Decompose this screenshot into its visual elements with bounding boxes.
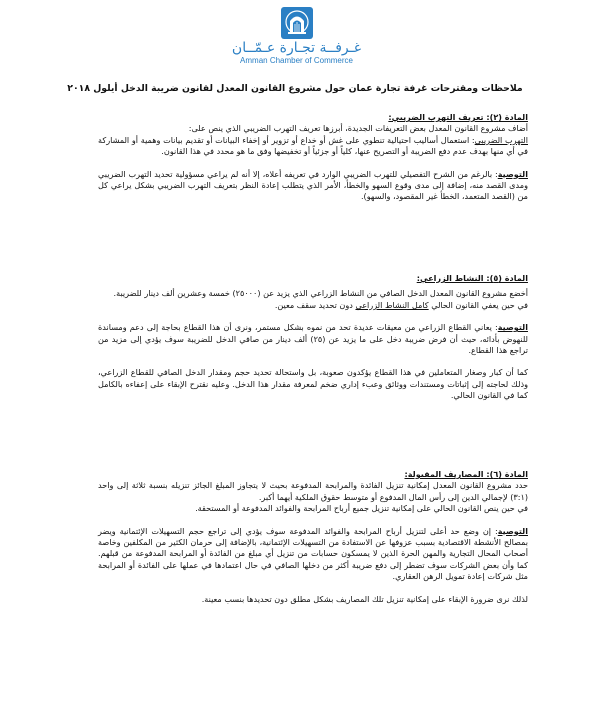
header-logo: [0, 6, 593, 65]
logo-english-text: Amman Chamber of Commerce: [240, 56, 353, 65]
document-title: ملاحظات ومقترحات غرفة تجارة عمان حول مشروع القانون المعدل لقانون ضريبة الدخل أيلول ٢٠١٨: [67, 83, 523, 94]
paragraph-text: : استعمال أساليب احتيالية تنطوي على غش أو خداع أو تزوير أو إخفاء البيانات أو تقديم بيانات وهمية أو المشاركة في أي منها بهدف عدم دفع الضريبة أو التصريح عنها، كلياً أو جزئياً أو تخفيضها وفق ما هو محدد في هذا القانون.: [98, 134, 528, 157]
section-heading: المادة (٢): تعريف التهرب الضريبي:: [388, 112, 528, 122]
section-heading: المادة (٦): المصاريف المقبولة:: [404, 469, 528, 479]
recommendation: [98, 169, 528, 203]
section-article-6: [98, 469, 528, 605]
recommendation-label: التوصية: [497, 168, 528, 179]
paragraph-text: في حين ينص القانون الحالي على إمكانية تنزيل جميع أرباح المرابحة والفوائد المدفوعة أو المستحقة.: [195, 503, 528, 514]
paragraph-text: لذلك نرى ضرورة الإبقاء على إمكانية تنزيل تلك المصاريف بشكل مطلق دون تحديدها بنسب معينة.: [201, 593, 528, 604]
recommendation-label: التوصية: [497, 322, 528, 333]
recommendation: [98, 526, 528, 583]
paragraph-text: أضاف مشروع القانون المعدل بعض التعريفات الجديدة، أبرزها تعريف التهرب الضريبي الذي ينص على:: [188, 123, 528, 134]
section-article-5: [98, 273, 528, 402]
paragraph: [98, 123, 528, 157]
chamber-gate-icon: [280, 6, 314, 40]
paragraph-text: دون تحديد سقف معين.: [274, 299, 356, 310]
recommendation-text: : يعاني القطاع الزراعي من معيقات عديدة تحد من نموه بشكل مستمر، ونرى أن هذا القطاع بحاجة إلى دعم ومساندة للنهوض بأدائه، حيث أن فرض ضريبة دخل على ما يزيد عن (٢٥) ألف دينار من صافي الدخل للضريبة سوف يؤدي إلى مزيد من تراجع هذا القطاع.: [98, 322, 528, 356]
recommendation: [98, 322, 528, 356]
paragraph-text: حدد مشروع القانون المعدل إمكانية تنزيل الفائدة والمرابحة المدفوعة بحيث لا يتجاوز المبلغ الجائز تنزيله بنسبة ثلاثة إلى واحد (٣:١) لإجمالي الدين إلى رأس المال المدفوع أو متوسط حقوق الملكية أيهما أكبر.: [98, 480, 528, 502]
paragraph: [98, 300, 528, 311]
paragraph-text: في حين يعفي القانون الحالي: [428, 299, 528, 310]
recommendation-text: : بالرغم من الشرح التفصيلي للتهرب الضريبي الوارد في تعريفه أعلاه، إلا أنه لم يراعي مسؤولية تحديد التهرب الضريبي ومدى القصد منه، إضافة إلى مدى وقوع السهو والخطأ، الأمر الذي يتطلب إعادة النظر بتعريف التهرب الضريبي بشكل يراعي كل من (القصد المتعمد، الخطأ غير المقصود، والسهو).: [98, 168, 528, 202]
paragraph-text: كما أن كبار وصغار المتعاملين في هذا القطاع يؤكدون صعوبة، بل واستحالة تحديد حجم ومقدار الدخل الصافي للقطاع الزراعي، وذلك لحاجته إلى إثباتات ومستندات ووثائق وعبء إداري ضخم لمعرفة مقدار هذا الدخل. وعليه نقترح الإبقاء على إعفاءه بالكامل كما في القانون الحالي.: [98, 367, 528, 401]
defined-term: التهرب الضريبي: [474, 134, 528, 145]
logo-arabic-text: غـرفــة تجـارة عـمّــان: [231, 40, 362, 56]
paragraph-text: أخضع مشروع القانون المعدل الدخل الصافي من النشاط الزراعي الذي يزيد عن (٢٥٠٠٠) خمسة وعشرين ألف دينار للضريبة.: [113, 288, 528, 299]
underlined-phrase: كامل النشاط الزراعي: [355, 299, 429, 310]
recommendation-label: التوصية: [497, 525, 528, 536]
section-article-2: [98, 112, 528, 203]
recommendation-text: : إن وضع حد أعلى لتنزيل أرباح المرابحة والفوائد المدفوعة سوف يؤدي إلى تراجع حجم التسهيلات الإئتمانية ويضر بمصالح الأنشطة الاقتصادية بسبب عزوفها عن الاستفادة من التسهيلات الإئتمانية، بالإضافة إلى حرمان الكثير من المكلفين وخاصة أصحاب المحال التجارية والمهن الحرة الذين لا يمسكون حسابات من تنزيل أي مبلغ من الفائدة أو المرابحة المدفوعة من قبلهم. كما وأن بعض الشركات سوف تضطر إلى دفع ضريبة أكثر من دخلها الصافي في حال اعتمادها في عملها على الفائدة أو المرابحة مثل شركات إعادة تمويل الرهن العقاري.: [98, 525, 528, 582]
section-heading: المادة (٥): النشاط الزراعي:: [416, 273, 528, 283]
